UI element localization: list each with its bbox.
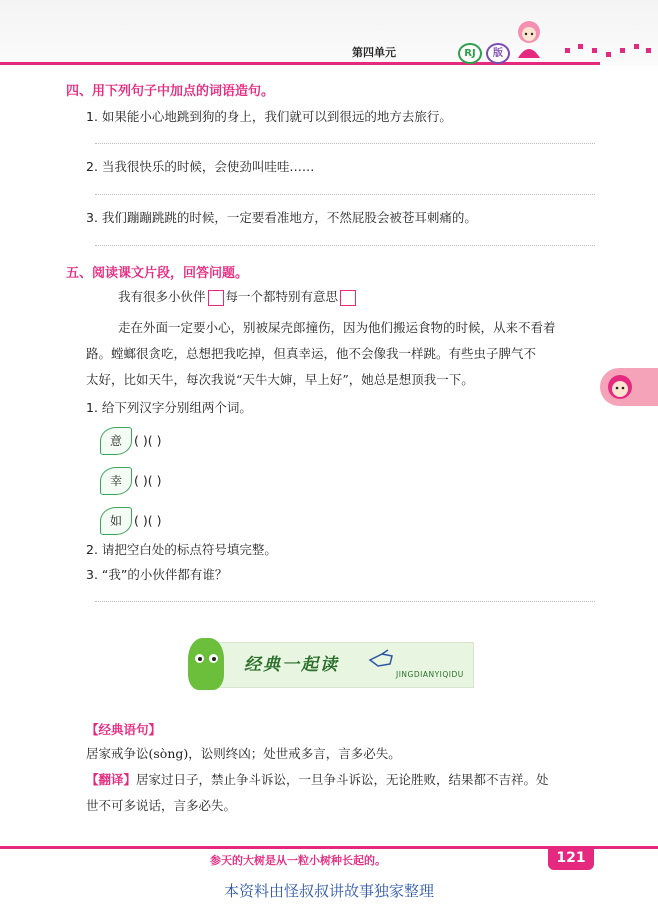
passage-line-2: 走在外面一定要小心，别被屎壳郎撞伤，因为他们搬运食物的时候，从来不看着: [118, 320, 556, 335]
punct-blank-1[interactable]: [208, 290, 224, 306]
banner-title: 经典一起读: [244, 655, 339, 675]
char-leaf-1: 意: [100, 427, 132, 455]
char-leaf-3: 如: [100, 507, 132, 535]
confetti-3: [592, 48, 597, 53]
s4-item-1: 1. 如果能小心地跳到狗的身上，我们就可以到很远的地方去旅行。: [86, 109, 452, 124]
translation-line-2: 世不可多说话，言多必失。: [86, 798, 237, 813]
s4-answer-line-1[interactable]: [95, 143, 595, 144]
confetti-6: [634, 44, 639, 49]
edition-badge: 版: [486, 43, 510, 64]
translation-text-1: 居家过日子，禁止争斗诉讼，一旦争斗诉讼，无论胜败，结果都不吉祥。处: [136, 772, 549, 787]
passage-line-3: 路。螳螂很贪吃，总想把我吃掉，但真幸运，他不会像我一样跳。有些虫子脾气不: [86, 346, 537, 361]
header-rule: [0, 62, 600, 65]
hand-icon: [368, 648, 396, 674]
passage-line-1: [118, 284, 358, 310]
s4-item-3: 3. 我们蹦蹦跳跳的时候，一定要看准地方，不然屁股会被苍耳刺痛的。: [86, 210, 477, 225]
mascot-eye-right: [209, 654, 218, 663]
s4-item-2: 2. 当我很快乐的时候，会使劲叫哇哇……: [86, 159, 315, 174]
punct-blank-2[interactable]: [340, 290, 356, 306]
s4-answer-line-3[interactable]: [95, 245, 595, 246]
section5-title: 五、阅读课文片段，回答问题。: [66, 266, 249, 281]
rj-badge: RJ: [458, 43, 482, 64]
header-band: [0, 0, 658, 66]
word-blanks-1[interactable]: ( )( ): [134, 433, 162, 448]
s4-answer-line-2[interactable]: [95, 194, 595, 195]
mascot-eye-left: [195, 654, 204, 663]
classic-quote: 居家戒争讼(sòng)，讼则终凶；处世戒多言，言多必失。: [86, 746, 401, 761]
translation-line-1: [86, 767, 549, 793]
passage-line-4: 太好，比如天牛，每次我说“天牛大婶，早上好”，她总是想顶我一下。: [86, 372, 474, 387]
s5-q3: 3. “我”的小伙伴都有谁？: [86, 567, 228, 582]
passage-1a: 我有很多小伙伴: [118, 289, 206, 304]
s5-q1: 1. 给下列汉字分别组两个词。: [86, 400, 252, 415]
unit-label: 第四单元: [352, 46, 396, 59]
passage-1b: 每一个都特别有意思: [225, 289, 339, 304]
section4-title: 四、用下列句子中加点的词语造句。: [66, 84, 275, 99]
confetti-5: [620, 48, 625, 53]
char-leaf-2: 幸: [100, 467, 132, 495]
green-mascot-icon: [188, 638, 224, 690]
word-blanks-3[interactable]: ( )( ): [134, 513, 162, 528]
translation-tag: 【翻译】: [86, 772, 137, 787]
banner-pinyin: JINGDIANYIQIDU: [396, 670, 464, 679]
word-blanks-2[interactable]: ( )( ): [134, 473, 162, 488]
footer-motto: 参天的大树是从一粒小树种长起的。: [210, 854, 386, 867]
girl-mascot-icon: [512, 18, 546, 62]
s5-q2: 2. 请把空白处的标点符号填完整。: [86, 542, 277, 557]
credit-line: 本资料由怪叔叔讲故事独家整理: [223, 882, 434, 900]
confetti-4: [606, 52, 611, 57]
confetti-1: [565, 48, 570, 53]
classic-quote-tag: 【经典语句】: [86, 722, 162, 737]
page-number: 121: [548, 846, 594, 870]
confetti-7: [646, 48, 651, 53]
s5-answer-line[interactable]: [95, 601, 595, 602]
confetti-2: [578, 44, 583, 49]
fox-mascot-icon: [605, 371, 635, 407]
